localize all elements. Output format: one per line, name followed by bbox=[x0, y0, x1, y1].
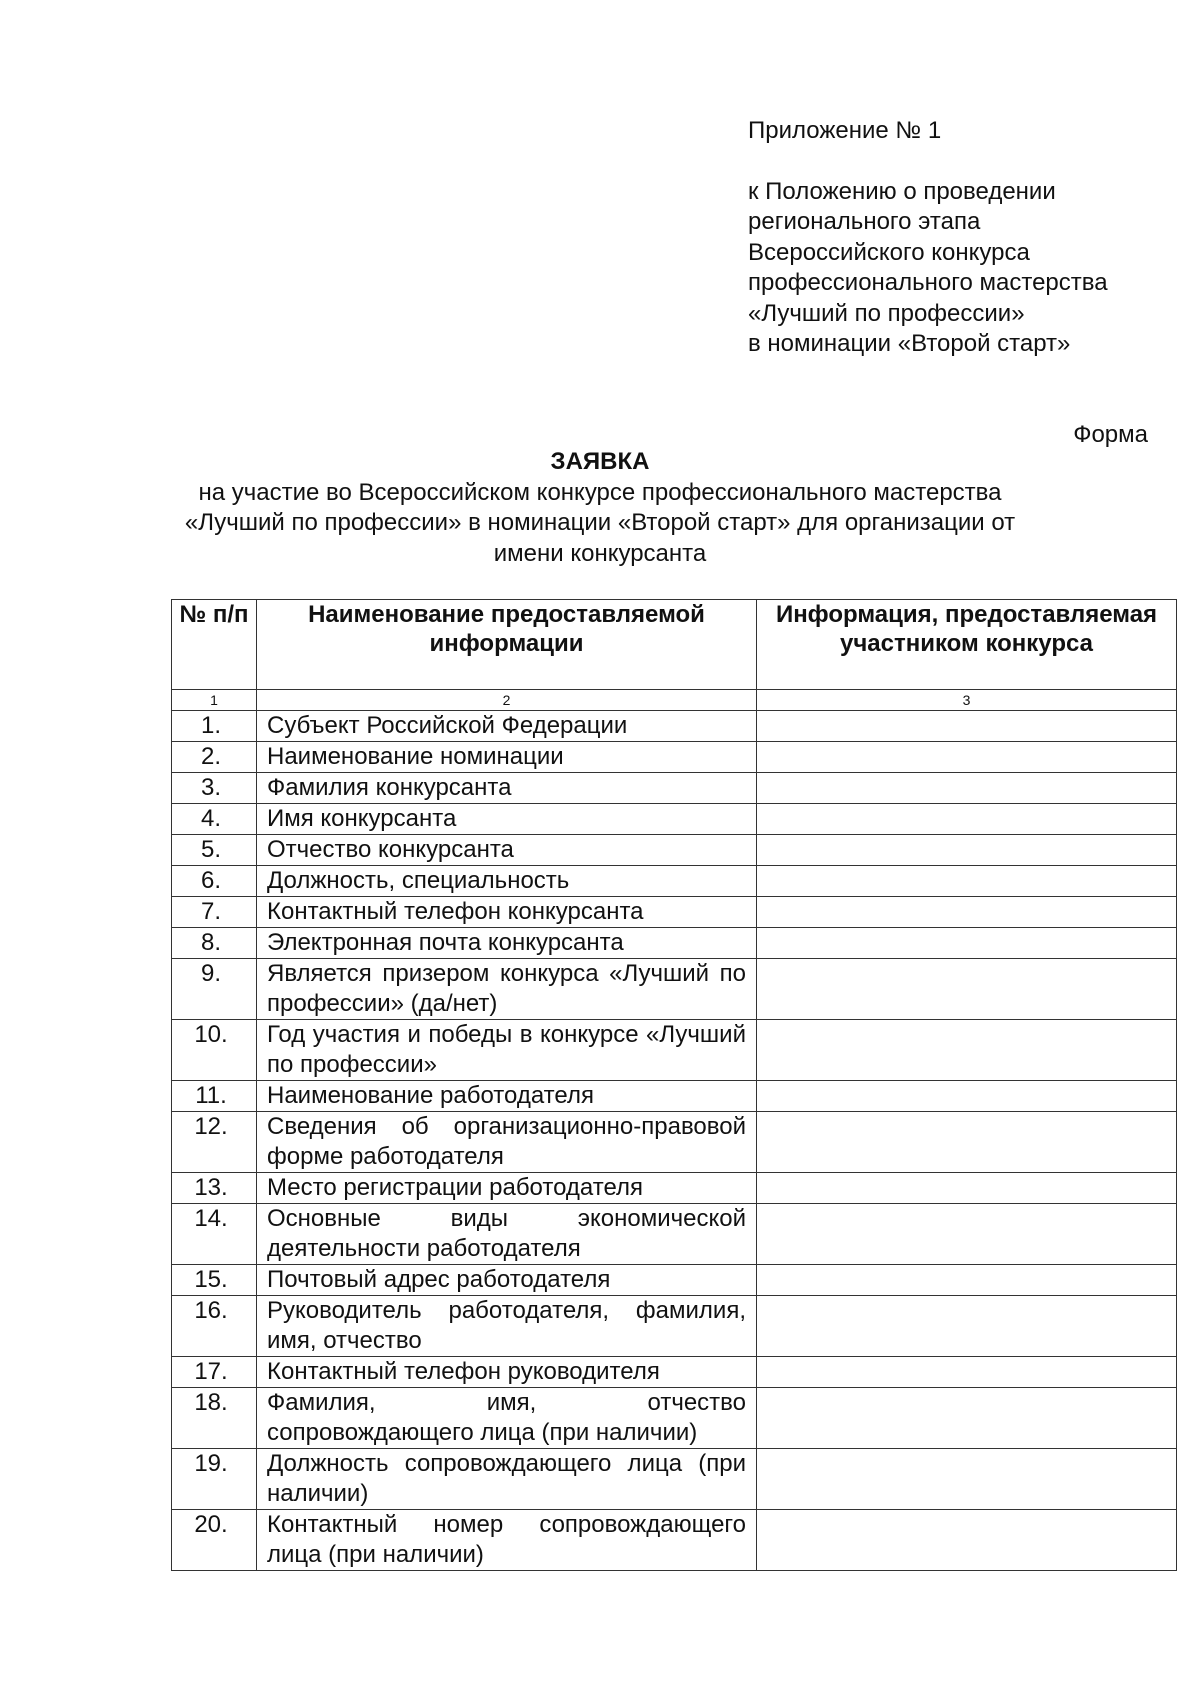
row-label: Электронная почта конкурсанта bbox=[257, 928, 757, 959]
row-number: 19. bbox=[172, 1449, 257, 1510]
table-row bbox=[172, 928, 1177, 959]
row-label: Субъект Российской Федерации bbox=[257, 711, 757, 742]
row-number: 2. bbox=[172, 742, 257, 773]
row-number: 9. bbox=[172, 959, 257, 1020]
header-num bbox=[172, 600, 257, 690]
row-value-cell[interactable] bbox=[757, 1173, 1177, 1204]
table-row bbox=[172, 1020, 1177, 1081]
table-row bbox=[172, 1265, 1177, 1296]
appendix-line: регионального этапа bbox=[748, 208, 981, 235]
row-label: Наименование работодателя bbox=[257, 1081, 757, 1112]
table-row bbox=[172, 804, 1177, 835]
heading-line: имени конкурсанта bbox=[493, 539, 707, 567]
row-number: 11. bbox=[172, 1081, 257, 1112]
appendix-line: Всероссийского конкурса bbox=[748, 238, 1030, 266]
row-label: Руководитель работодателя, фамилия, имя, отчество bbox=[257, 1296, 757, 1357]
table-row bbox=[172, 1357, 1177, 1388]
row-value-cell[interactable] bbox=[757, 866, 1177, 897]
row-number: 13. bbox=[172, 1173, 257, 1204]
row-label: Является призером конкурса «Лучший по профессии» (да/нет) bbox=[257, 959, 757, 1020]
table-row bbox=[172, 1112, 1177, 1173]
row-label: Основные виды экономической деятельности работодателя bbox=[257, 1204, 757, 1265]
table-header-row bbox=[172, 600, 1177, 690]
row-value-cell[interactable] bbox=[757, 1357, 1177, 1388]
row-value-cell[interactable] bbox=[757, 1204, 1177, 1265]
column-number: 2 bbox=[257, 690, 757, 711]
table-row bbox=[172, 1173, 1177, 1204]
application-heading bbox=[0, 447, 1200, 569]
row-number: 4. bbox=[172, 804, 257, 835]
application-title: ЗАЯВКА bbox=[550, 448, 650, 475]
row-label: Фамилия конкурсанта bbox=[257, 773, 757, 804]
appendix-line: профессионального мастерства bbox=[748, 269, 1108, 296]
application-table bbox=[171, 599, 1177, 1571]
row-number: 5. bbox=[172, 835, 257, 866]
appendix-number: Приложение № 1 bbox=[748, 117, 942, 144]
table-row bbox=[172, 1081, 1177, 1112]
header-name-text: Наименование предоставляемой информации bbox=[308, 601, 705, 657]
row-number: 16. bbox=[172, 1296, 257, 1357]
row-value-cell[interactable] bbox=[757, 897, 1177, 928]
row-value-cell[interactable] bbox=[757, 711, 1177, 742]
appendix-block bbox=[748, 116, 1168, 360]
table-row bbox=[172, 1296, 1177, 1357]
table-row bbox=[172, 835, 1177, 866]
table-row bbox=[172, 897, 1177, 928]
table-row bbox=[172, 1204, 1177, 1265]
table-row bbox=[172, 866, 1177, 897]
row-label: Имя конкурсанта bbox=[257, 804, 757, 835]
row-value-cell[interactable] bbox=[757, 1020, 1177, 1081]
table-row bbox=[172, 1449, 1177, 1510]
row-label: Контактный номер сопровождающего лица (при наличии) bbox=[257, 1510, 757, 1571]
row-value-cell[interactable] bbox=[757, 1296, 1177, 1357]
row-number: 1. bbox=[172, 711, 257, 742]
row-label: Наименование номинации bbox=[257, 742, 757, 773]
row-value-cell[interactable] bbox=[757, 804, 1177, 835]
row-label: Место регистрации работодателя bbox=[257, 1173, 757, 1204]
row-label: Отчество конкурсанта bbox=[257, 835, 757, 866]
row-number: 12. bbox=[172, 1112, 257, 1173]
row-number: 3. bbox=[172, 773, 257, 804]
row-label: Контактный телефон руководителя bbox=[257, 1357, 757, 1388]
row-number: 20. bbox=[172, 1510, 257, 1571]
header-info-text: Информация, предоставляемая участником конкурса bbox=[775, 601, 1158, 657]
row-value-cell[interactable] bbox=[757, 1265, 1177, 1296]
row-number: 18. bbox=[172, 1388, 257, 1449]
row-value-cell[interactable] bbox=[757, 742, 1177, 773]
table-row bbox=[172, 1510, 1177, 1571]
row-number: 17. bbox=[172, 1357, 257, 1388]
table-row bbox=[172, 711, 1177, 742]
appendix-line: «Лучший по профессии» bbox=[748, 299, 1025, 327]
header-info bbox=[757, 600, 1177, 690]
header-num-text: № п/п bbox=[179, 601, 249, 628]
column-number-row bbox=[172, 690, 1177, 711]
table-row bbox=[172, 959, 1177, 1020]
row-label: Почтовый адрес работодателя bbox=[257, 1265, 757, 1296]
form-label: Форма bbox=[1073, 421, 1148, 448]
row-value-cell[interactable] bbox=[757, 835, 1177, 866]
table-row bbox=[172, 1388, 1177, 1449]
row-value-cell[interactable] bbox=[757, 773, 1177, 804]
row-number: 8. bbox=[172, 928, 257, 959]
row-value-cell[interactable] bbox=[757, 959, 1177, 1020]
row-number: 15. bbox=[172, 1265, 257, 1296]
row-number: 14. bbox=[172, 1204, 257, 1265]
row-label: Должность сопровождающего лица (при наличии) bbox=[257, 1449, 757, 1510]
table-row bbox=[172, 773, 1177, 804]
row-value-cell[interactable] bbox=[757, 1081, 1177, 1112]
heading-line: «Лучший по профессии» в номинации «Второй старт» для организации от bbox=[184, 509, 1016, 536]
row-value-cell[interactable] bbox=[757, 1112, 1177, 1173]
row-label: Контактный телефон конкурсанта bbox=[257, 897, 757, 928]
row-value-cell[interactable] bbox=[757, 1388, 1177, 1449]
header-name bbox=[257, 600, 757, 690]
row-label: Должность, специальность bbox=[257, 866, 757, 897]
row-label: Фамилия, имя, отчество сопровождающего лица (при наличии) bbox=[257, 1388, 757, 1449]
row-number: 6. bbox=[172, 866, 257, 897]
column-number: 1 bbox=[172, 690, 257, 711]
column-number: 3 bbox=[757, 690, 1177, 711]
row-number: 10. bbox=[172, 1020, 257, 1081]
row-value-cell[interactable] bbox=[757, 1510, 1177, 1571]
heading-line: на участие во Всероссийском конкурсе профессионального мастерства bbox=[198, 478, 1002, 506]
appendix-line: в номинации «Второй старт» bbox=[748, 330, 1071, 357]
row-value-cell[interactable] bbox=[757, 1449, 1177, 1510]
table-row bbox=[172, 742, 1177, 773]
row-value-cell[interactable] bbox=[757, 928, 1177, 959]
row-number: 7. bbox=[172, 897, 257, 928]
appendix-line: к Положению о проведении bbox=[748, 177, 1056, 205]
row-label: Год участия и победы в конкурсе «Лучший по профессии» bbox=[257, 1020, 757, 1081]
row-label: Сведения об организационно-правовой форме работодателя bbox=[257, 1112, 757, 1173]
